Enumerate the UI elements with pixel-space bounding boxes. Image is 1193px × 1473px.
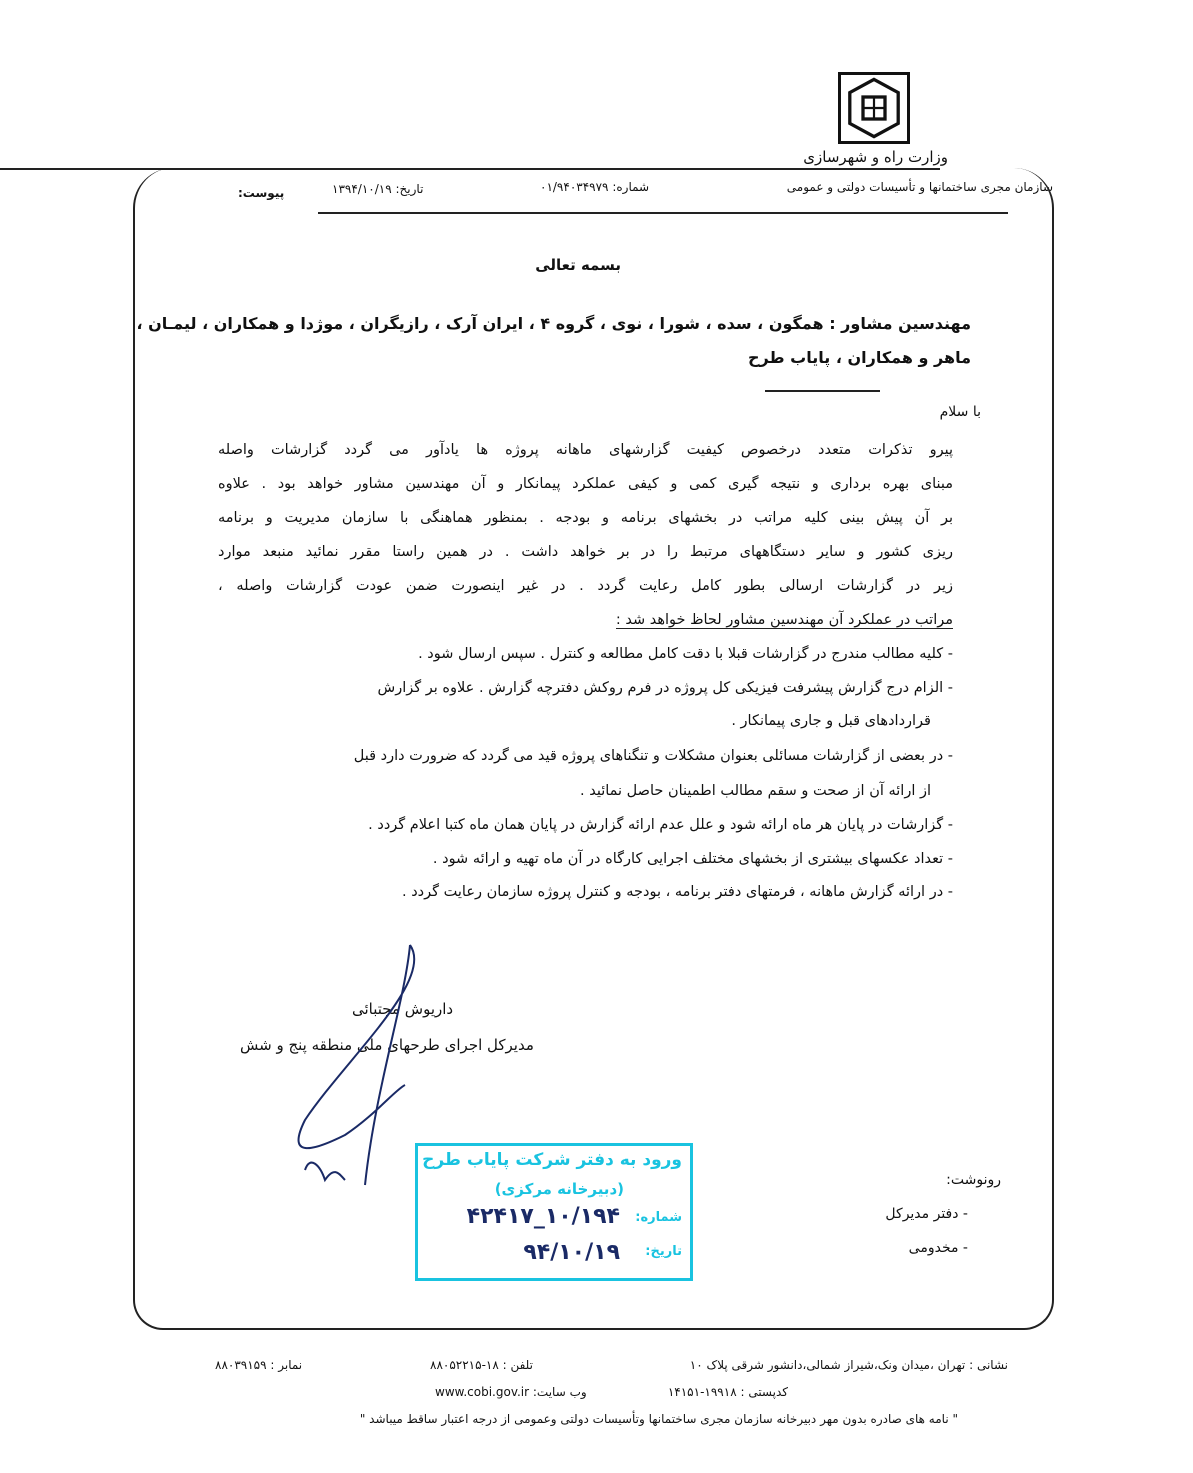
body-line: بر آن پیش بینی کلیه مراتب در بخشهای برنامه و بودجه . بمنظور هماهنگی با سازمان مدیریت و برنامه (218, 510, 953, 526)
bullet-item: - الزام درج گزارش پیشرفت فیزیکی کل پروژه در فرم روکش دفترچه گزارش . علاوه بر گزارش (377, 680, 953, 696)
body-line: مراتب در عملکرد آن مهندسین مشاور لحاظ خواهد شد : (615, 612, 953, 628)
receipt-stamp (415, 1143, 693, 1281)
greeting: با سلام (939, 404, 981, 420)
date-value: ۱۳۹۴/۱۰/۱۹ (332, 182, 392, 196)
stamp-date: ۹۴/۱۰/۱۹ (523, 1240, 620, 1265)
body-line: زیر در گزارشات ارسالی بطور کامل رعایت گردد . در غیر اینصورت ضمن عودت گزارشات واصله ، (218, 578, 953, 594)
body-line: پیرو تذکرات متعدد درخصوص کیفیت گزارشهای ماهانه پروژه ها یادآور می گردد گزارشات واصله (218, 442, 953, 458)
footer-postal-code: کدپستی : ۱۹۹۱۸-۱۴۱۵۱ (667, 1385, 788, 1399)
stamp-title: ورود به دفتر شرکت پایاب طرح (422, 1150, 682, 1170)
recipients-line-1: مهندسین مشاور : همگون ، سده ، شورا ، نوی ، گروه ۴ ، ایران آرک ، رازیگران ، موژدا و همکاران ، لیمـان ، (136, 314, 971, 333)
bullet-item: - کلیه مطالب مندرج در گزارشات قبلا با دقت کامل مطالعه و کنترل . سپس ارسال شود . (418, 646, 953, 662)
bullet-item-continued: از ارائه آن از صحت و سقم مطالب اطمینان حاصل نمائید . (579, 783, 931, 799)
recipients-underline (765, 390, 880, 392)
ministry-name: وزارت راه و شهرسازی (803, 148, 948, 166)
stamp-number: ۱۰/۱۹۴_۴۲۴۱۷ (466, 1204, 620, 1229)
organization-name: سازمان مجری ساختمانها و تأسیسات دولتی و عمومی (786, 180, 1053, 194)
bullet-item: - تعداد عکسهای بیشتری از بخشهای مختلف اجرایی کارگاه در آن ماه تهیه و ارائه شود . (432, 851, 953, 867)
body-line: ریزی کشور و سایر دستگاههای مرتبط را در بر خواهد داشت . در همین راستا مقرر نمائید منبعد موارد (218, 544, 953, 560)
recipients-line-2: ماهر و همکاران ، پایاب طرح (748, 348, 971, 367)
ministry-logo (838, 72, 910, 144)
stamp-date-label: تاریخ: (645, 1244, 682, 1259)
stamp-subtitle: (دبیرخانه مرکزی) (494, 1180, 624, 1198)
attachment-label: پیوست: (238, 186, 285, 200)
bullet-item: - گزارشات در پایان هر ماه ارائه شود و علل عدم ارائه گزارش در پایان همان ماه کتبا اعلام گردد . (368, 817, 953, 833)
footer-website: وب سایت: www.cobi.gov.ir (435, 1385, 587, 1399)
invocation: بسمه تعالی (535, 256, 621, 274)
handwritten-signature (285, 940, 425, 1190)
cc-label: رونوشت: (946, 1172, 1001, 1188)
number-value: ۰۱/۹۴۰۳۴۹۷۹ (540, 180, 609, 194)
signatory-name: داریوش مجتبائی (352, 1000, 454, 1018)
signatory-title: مدیرکل اجرای طرحهای ملی منطقه پنج و شش (240, 1036, 534, 1054)
footer-notice: " نامه های صادره بدون مهر دبیرخانه سازمان مجری ساختمانها وتأسیسات دولتی وعمومی از درجه اعتبار ساقط میباشد " (359, 1412, 958, 1426)
body-line: مبنای بهره برداری و نتیجه گیری کمی و کیفی عملکرد پیمانکار و آن مهندسین مشاور خواهد بود . علاوه (218, 476, 953, 492)
footer-address: نشانی : تهران ،میدان ونک،شیراز شمالی،دانشور شرقی پلاک ۱۰ (689, 1358, 1008, 1372)
number-label: شماره: (612, 180, 650, 194)
date-label: تاریخ: (395, 182, 424, 196)
bullet-item: - در ارائه گزارش ماهانه ، فرمتهای دفتر برنامه ، بودجه و کنترل پروژه سازمان رعایت گردد . (401, 884, 953, 900)
stamp-number-label: شماره: (635, 1210, 682, 1225)
cc-item: - دفتر مدیرکل (885, 1206, 968, 1222)
footer-fax: نمابر : ۸۸۰۳۹۱۵۹ (215, 1358, 303, 1372)
cc-item: - مخدومی (908, 1240, 968, 1256)
bullet-item: - در بعضی از گزارشات مسائلی بعنوان مشکلات و تنگناهای پروژه قید می گردد که ضرورت دارد قبل (353, 748, 953, 764)
footer-phone: تلفن : ۱۸-۸۸۰۵۲۲۱۵ (430, 1358, 533, 1372)
bullet-item-continued: قراردادهای قبل و جاری پیمانکار . (731, 713, 931, 729)
